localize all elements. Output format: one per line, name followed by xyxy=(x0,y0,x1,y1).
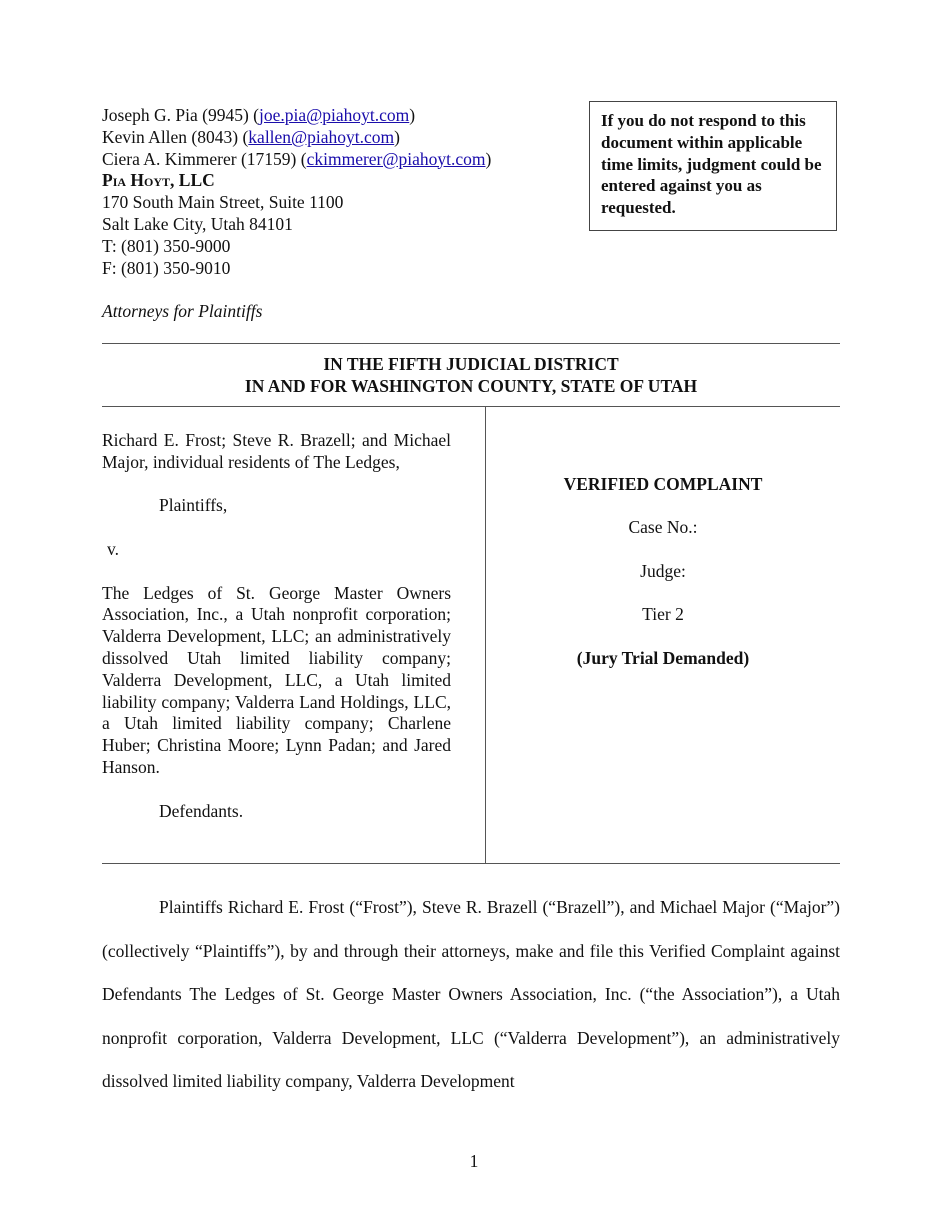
case-number: Case No.: xyxy=(628,517,698,537)
document-title: VERIFIED COMPLAINT xyxy=(563,474,763,494)
page-number: 1 xyxy=(469,1151,479,1171)
court-line-2: IN AND FOR WASHINGTON COUNTY, STATE OF UTAH xyxy=(244,375,698,396)
firm-name: Pia Hoyt, LLC xyxy=(102,170,215,191)
address-line-2: Salt Lake City, Utah 84101 xyxy=(102,213,293,234)
attorney-role: Attorneys for Plaintiffs xyxy=(102,301,263,322)
tier: Tier 2 xyxy=(642,604,684,624)
email-link[interactable]: kallen@piahoyt.com xyxy=(248,126,395,147)
divider xyxy=(102,863,840,864)
body-paragraph: Plaintiffs Richard E. Frost (“Frost”), Steve R. Brazell (“Brazell”), and Michael Major (“Major”) (collectively “Plaintiffs”), by and through their attorneys, make and file this Verified Complaint against Defendants The Ledges of St. George Master Owners Association, Inc. (“the Association”), a Utah nonprofit corporation, Valderra Development, LLC (“Valderra Development”), an administratively dissolved limited liability company, Valderra Development xyxy=(102,897,840,1092)
divider xyxy=(102,406,840,407)
judge: Judge: xyxy=(640,561,686,581)
court-line-1: IN THE FIFTH JUDICIAL DISTRICT xyxy=(323,354,619,374)
versus: v. xyxy=(107,538,119,559)
attorney-name: Kevin Allen (8043) xyxy=(102,126,239,147)
plaintiffs-text: Richard E. Frost; Steve R. Brazell; and Michael Major, individual residents of The Ledges, xyxy=(102,430,451,472)
response-notice-box: If you do not respond to this document within applicable time limits, judgment could be entered against you as requested. xyxy=(589,101,837,231)
email-link[interactable]: ckimmerer@piahoyt.com xyxy=(306,148,486,169)
fax: F: (801) 350-9010 xyxy=(102,257,231,278)
defendants-text: The Ledges of St. George Master Owners Association, Inc., a Utah nonprofit corporation; Valderra Development, LLC; an administratively dissolved Utah limited liability company; Valderra Development, LLC, a Utah limited liability company; Valderra Land Holdings, LLC, a Utah limited liability company; Charlene Huber; Christina Moore; Lynn Padan; and Jared Hanson. xyxy=(102,582,451,777)
plaintiffs-label: Plaintiffs, xyxy=(159,495,228,516)
address-line-1: 170 South Main Street, Suite 1100 xyxy=(102,192,344,213)
attorney-block xyxy=(102,105,572,323)
defendants-label: Defendants. xyxy=(159,800,244,821)
attorney-line: Kevin Allen (8043) (kallen@piahoyt.com) xyxy=(102,126,400,147)
court-heading xyxy=(102,354,840,398)
email-link[interactable]: joe.pia@piahoyt.com xyxy=(259,105,410,125)
caption-parties xyxy=(102,430,451,822)
attorney-line: Joseph G. Pia (9945) (joe.pia@piahoyt.com) xyxy=(102,105,416,125)
attorney-name: Ciera A. Kimmerer (17159) xyxy=(102,148,297,169)
divider xyxy=(102,343,840,344)
jury-demand: (Jury Trial Demanded) xyxy=(576,648,750,668)
attorney-line: Ciera A. Kimmerer (17159) (ckimmerer@piahoyt.com) xyxy=(102,148,492,169)
phone: T: (801) 350-9000 xyxy=(102,235,231,256)
attorney-name: Joseph G. Pia (9945) xyxy=(102,105,249,125)
